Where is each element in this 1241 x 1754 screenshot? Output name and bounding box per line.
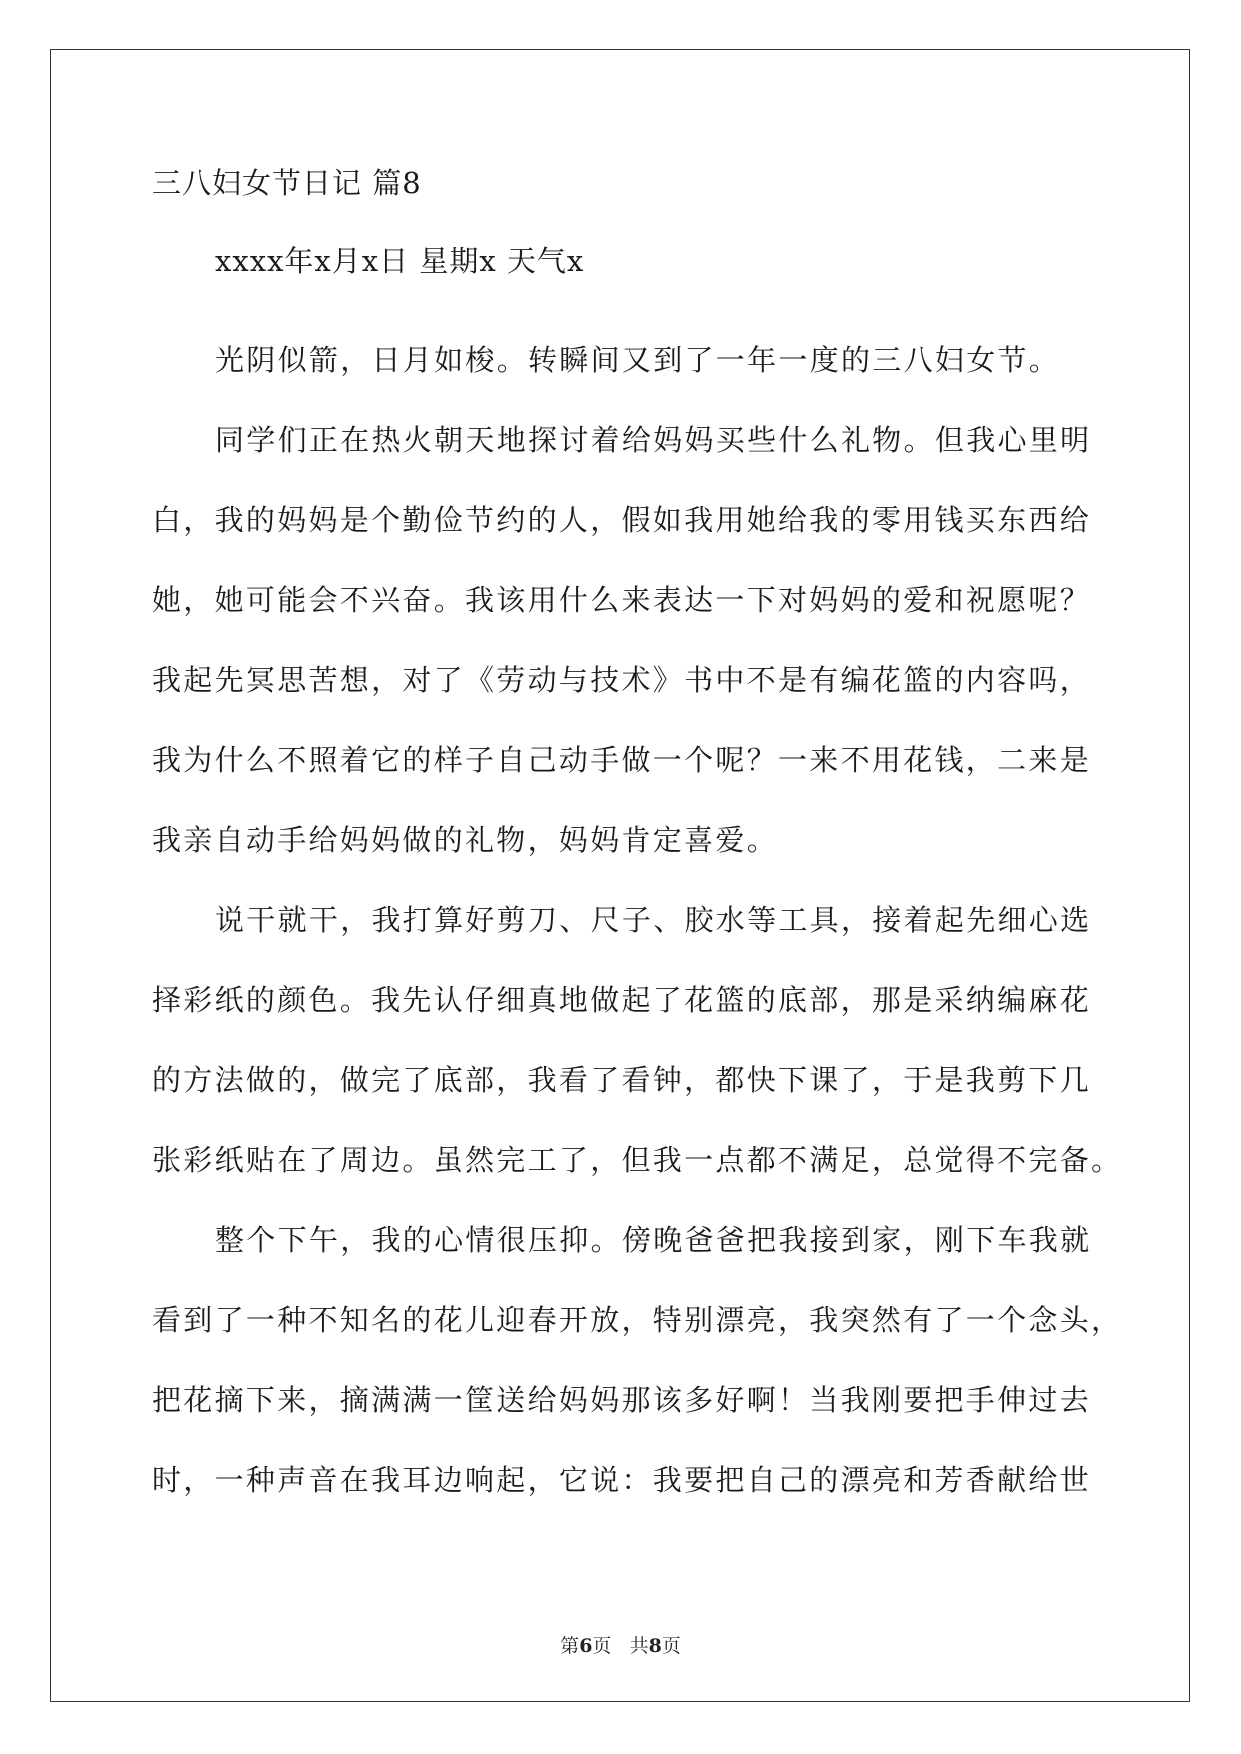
- total-suffix: 页: [661, 1635, 681, 1657]
- document-heading: 三八妇女节日记 篇8: [152, 166, 422, 200]
- total-page-count: 8: [648, 1635, 662, 1657]
- text-line: 我起先冥思苦想，对了《劳动与技术》书中不是有编花篮的内容吗，: [152, 663, 1092, 697]
- text-line: 的方法做的，做完了底部，我看了看钟，都快下课了，于是我剪下几: [152, 1063, 1092, 1097]
- text-line: 同学们正在热火朝天地探讨着给妈妈买些什么礼物。但我心里明: [215, 423, 1092, 457]
- text-line: 光阴似箭，日月如梭。转瞬间又到了一年一度的三八妇女节。: [215, 343, 1061, 377]
- page-prefix: 第: [560, 1635, 580, 1657]
- text-line: 时，一种声音在我耳边响起，它说：我要把自己的漂亮和芳香献给世: [152, 1463, 1092, 1497]
- text-line: 说干就干，我打算好剪刀、尺子、胶水等工具，接着起先细心选: [215, 903, 1092, 937]
- text-line: 看到了一种不知名的花儿迎春开放，特别漂亮，我突然有了一个念头，: [152, 1303, 1123, 1337]
- text-line: 我为什么不照着它的样子自己动手做一个呢？一来不用花钱，二来是: [152, 743, 1092, 777]
- text-line: 我亲自动手给妈妈做的礼物，妈妈肯定喜爱。: [152, 823, 779, 857]
- text-line: 白，我的妈妈是个勤俭节约的人，假如我用她给我的零用钱买东西给: [152, 503, 1092, 537]
- paragraph-1: [152, 320, 1092, 400]
- text-line: 张彩纸贴在了周边。虽然完工了，但我一点都不满足，总觉得不完备。: [152, 1143, 1123, 1177]
- date-weather-line: xxxx年x月x日 星期x 天气x: [215, 244, 585, 278]
- paragraph-3: [152, 880, 1123, 1200]
- text-line: 择彩纸的颜色。我先认仔细真地做起了花篮的底部，那是采纳编麻花: [152, 983, 1092, 1017]
- text-line: 她，她可能会不兴奋。我该用什么来表达一下对妈妈的爱和祝愿呢？: [152, 583, 1092, 617]
- total-prefix: 共: [629, 1635, 649, 1657]
- paragraph-2: [152, 400, 1092, 880]
- document-body: [152, 162, 1123, 1520]
- page-footer: [0, 1634, 1241, 1658]
- page-suffix: 页: [592, 1635, 612, 1657]
- current-page-number: 6: [579, 1635, 593, 1657]
- paragraph-4: [152, 1200, 1123, 1520]
- text-line: 整个下午，我的心情很压抑。傍晚爸爸把我接到家，刚下车我就: [215, 1223, 1092, 1257]
- text-line: 把花摘下来，摘满满一筐送给妈妈那该多好啊！当我刚要把手伸过去: [152, 1383, 1092, 1417]
